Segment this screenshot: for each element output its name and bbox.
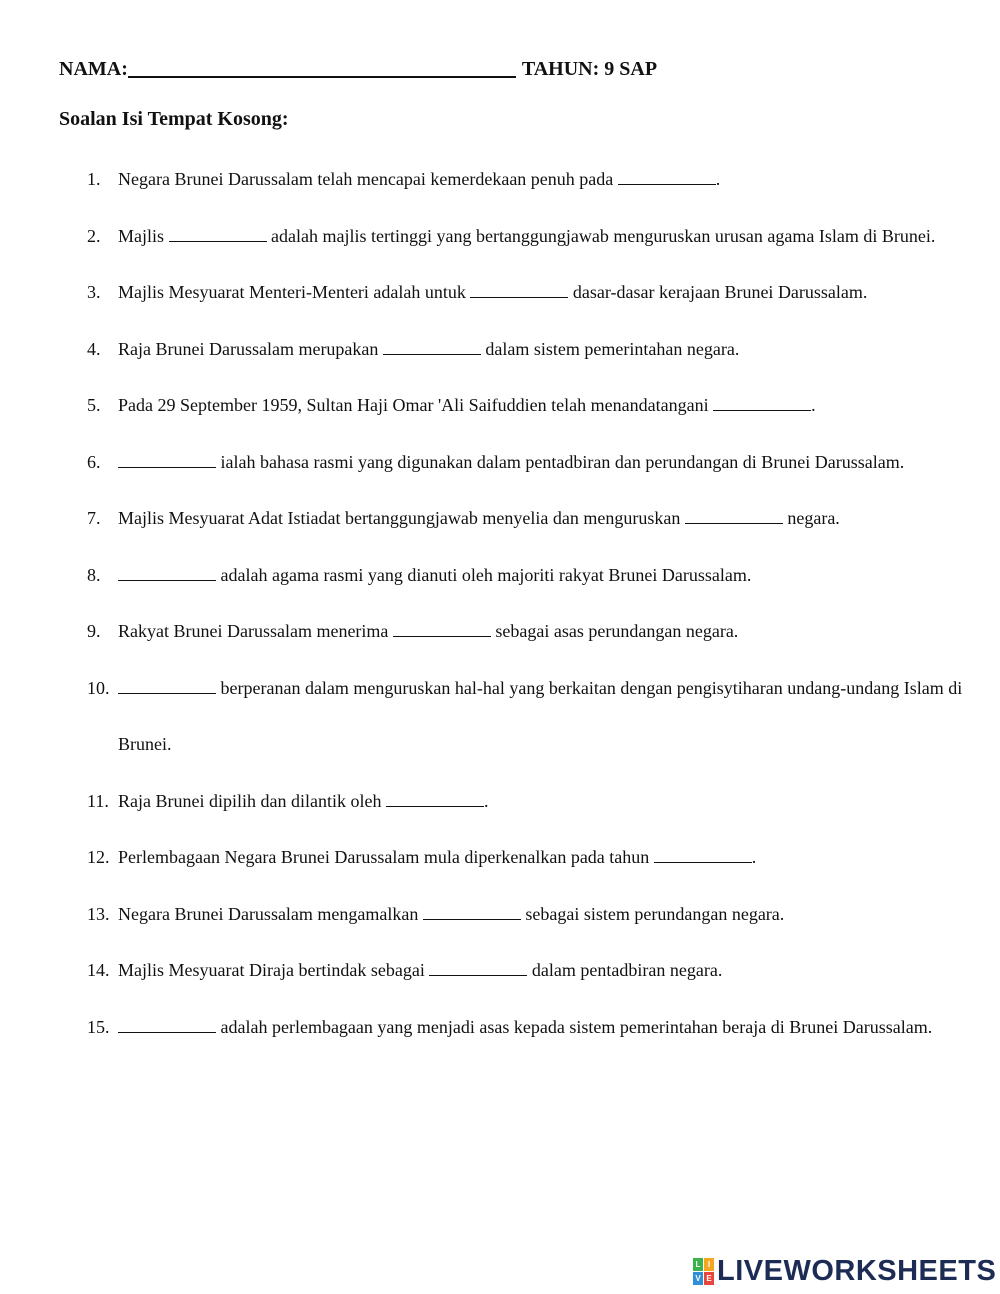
- question-number: 9.: [87, 621, 101, 641]
- answer-blank[interactable]: [169, 240, 267, 242]
- question-item: [87, 999, 967, 1056]
- question-item: [87, 603, 967, 660]
- question-item: [87, 151, 967, 208]
- logo-text: LIVEWORKSHEETS: [717, 1255, 997, 1287]
- question-text-after: negara.: [787, 508, 840, 528]
- question-number: 2.: [87, 225, 101, 246]
- answer-blank[interactable]: [713, 409, 811, 411]
- answer-blank[interactable]: [423, 918, 521, 920]
- question-text: [118, 1017, 932, 1037]
- logo-tile: I: [704, 1258, 714, 1271]
- question-text: [118, 847, 756, 867]
- question-text: [118, 169, 720, 189]
- answer-blank[interactable]: [118, 692, 216, 694]
- year-label: TAHUN: 9 SAP: [521, 58, 658, 80]
- question-text-after: dalam pentadbiran negara.: [531, 960, 723, 980]
- question-item: [87, 773, 967, 830]
- answer-blank[interactable]: [383, 353, 481, 355]
- question-text: [118, 508, 840, 528]
- answer-blank[interactable]: [654, 861, 752, 863]
- question-text-before: Rakyat Brunei Darussalam menerima: [118, 621, 389, 641]
- question-item: [87, 490, 967, 547]
- question-text-before: Raja Brunei dipilih dan dilantik oleh: [118, 790, 382, 811]
- liveworksheets-logo: [693, 1255, 996, 1288]
- question-item: [87, 377, 967, 434]
- question-number: 10.: [87, 677, 110, 698]
- section-title: Soalan Isi Tempat Kosong:: [59, 108, 289, 130]
- question-text-after: adalah agama rasmi yang dianuti oleh majoriti rakyat Brunei Darussalam.: [220, 564, 752, 585]
- answer-blank[interactable]: [470, 296, 568, 298]
- question-list: [87, 151, 967, 1055]
- question-text-before: Majlis Mesyuarat Adat Istiadat bertanggungjawab menyelia dan menguruskan: [118, 508, 681, 528]
- question-number: 14.: [87, 960, 110, 980]
- question-text: [118, 678, 962, 755]
- question-text-after: sebagai sistem perundangan negara.: [525, 903, 785, 924]
- answer-blank[interactable]: [118, 466, 216, 468]
- question-item: [87, 321, 967, 378]
- question-text-after: dasar-dasar kerajaan Brunei Darussalam.: [572, 282, 868, 302]
- question-number: 6.: [87, 451, 101, 472]
- question-number: 7.: [87, 508, 101, 528]
- question-text-before: Majlis Mesyuarat Diraja bertindak sebagai: [118, 960, 425, 980]
- question-text-before: Negara Brunei Darussalam telah mencapai kemerdekaan penuh pada: [118, 169, 614, 189]
- question-text-after: ialah bahasa rasmi yang digunakan dalam pentadbiran dan perundangan di Brunei Darussalam.: [220, 451, 905, 472]
- question-item: [87, 660, 967, 773]
- question-item: [87, 264, 967, 321]
- question-number: 15.: [87, 1016, 110, 1037]
- question-text-after: .: [811, 395, 816, 415]
- question-text-before: Raja Brunei Darussalam merupakan: [118, 338, 379, 359]
- question-text-after: .: [483, 790, 489, 811]
- question-text: [118, 226, 935, 246]
- logo-tile: L: [693, 1258, 703, 1271]
- answer-blank[interactable]: [386, 805, 484, 807]
- question-item: [87, 886, 967, 943]
- answer-blank[interactable]: [685, 522, 783, 524]
- question-text: [118, 565, 751, 585]
- question-number: 1.: [87, 169, 101, 189]
- question-number: 8.: [87, 564, 101, 585]
- answer-blank[interactable]: [118, 579, 216, 581]
- question-number: 11.: [87, 790, 109, 811]
- question-number: 4.: [87, 338, 101, 359]
- question-text: [118, 791, 488, 811]
- question-text-after: adalah perlembagaan yang menjadi asas kepada sistem pemerintahan beraja di Brunei Darussalam.: [220, 1016, 933, 1037]
- question-text: [118, 960, 722, 980]
- answer-blank[interactable]: [618, 183, 716, 185]
- question-item: [87, 434, 967, 491]
- question-text: [118, 282, 867, 302]
- question-text-after: dalam sistem pemerintahan negara.: [485, 338, 740, 359]
- question-text-before: Majlis: [118, 225, 165, 246]
- worksheet-header: [59, 58, 657, 81]
- question-text-before: Perlembagaan Negara Brunei Darussalam mula diperkenalkan pada tahun: [118, 847, 650, 867]
- answer-blank[interactable]: [118, 1031, 216, 1033]
- name-answer-line[interactable]: [128, 75, 516, 78]
- question-item: [87, 208, 967, 265]
- question-text: [118, 395, 816, 415]
- answer-blank[interactable]: [393, 635, 491, 637]
- name-label: NAMA:: [59, 58, 128, 80]
- question-text: [118, 904, 784, 924]
- question-text-after: adalah majlis tertinggi yang bertanggungjawab menguruskan urusan agama Islam di Brunei.: [271, 225, 936, 246]
- answer-blank[interactable]: [429, 974, 527, 976]
- question-text: [118, 452, 904, 472]
- question-text-after: berperanan dalam menguruskan hal-hal yang berkaitan dengan pengisytiharan undang-undang Islam di Brunei.: [118, 677, 963, 754]
- question-text-before: Pada 29 September 1959, Sultan Haji Omar 'Ali Saifuddien telah menandatangani: [118, 395, 709, 415]
- question-text: [118, 339, 739, 359]
- question-text: [118, 621, 738, 641]
- question-number: 12.: [87, 847, 110, 867]
- question-text-before: Negara Brunei Darussalam mengamalkan: [118, 903, 419, 924]
- question-number: 5.: [87, 395, 101, 415]
- question-text-after: .: [715, 169, 721, 189]
- question-item: [87, 829, 967, 886]
- question-text-after: .: [751, 847, 757, 867]
- question-item: [87, 547, 967, 604]
- question-item: [87, 942, 967, 999]
- liveworksheets-icon: [693, 1258, 714, 1285]
- logo-tile: V: [693, 1272, 703, 1285]
- question-text-before: Majlis Mesyuarat Menteri-Menteri adalah untuk: [118, 282, 466, 302]
- question-number: 3.: [87, 282, 101, 302]
- question-number: 13.: [87, 903, 110, 924]
- question-text-after: sebagai asas perundangan negara.: [495, 621, 739, 641]
- logo-tile: E: [704, 1272, 714, 1285]
